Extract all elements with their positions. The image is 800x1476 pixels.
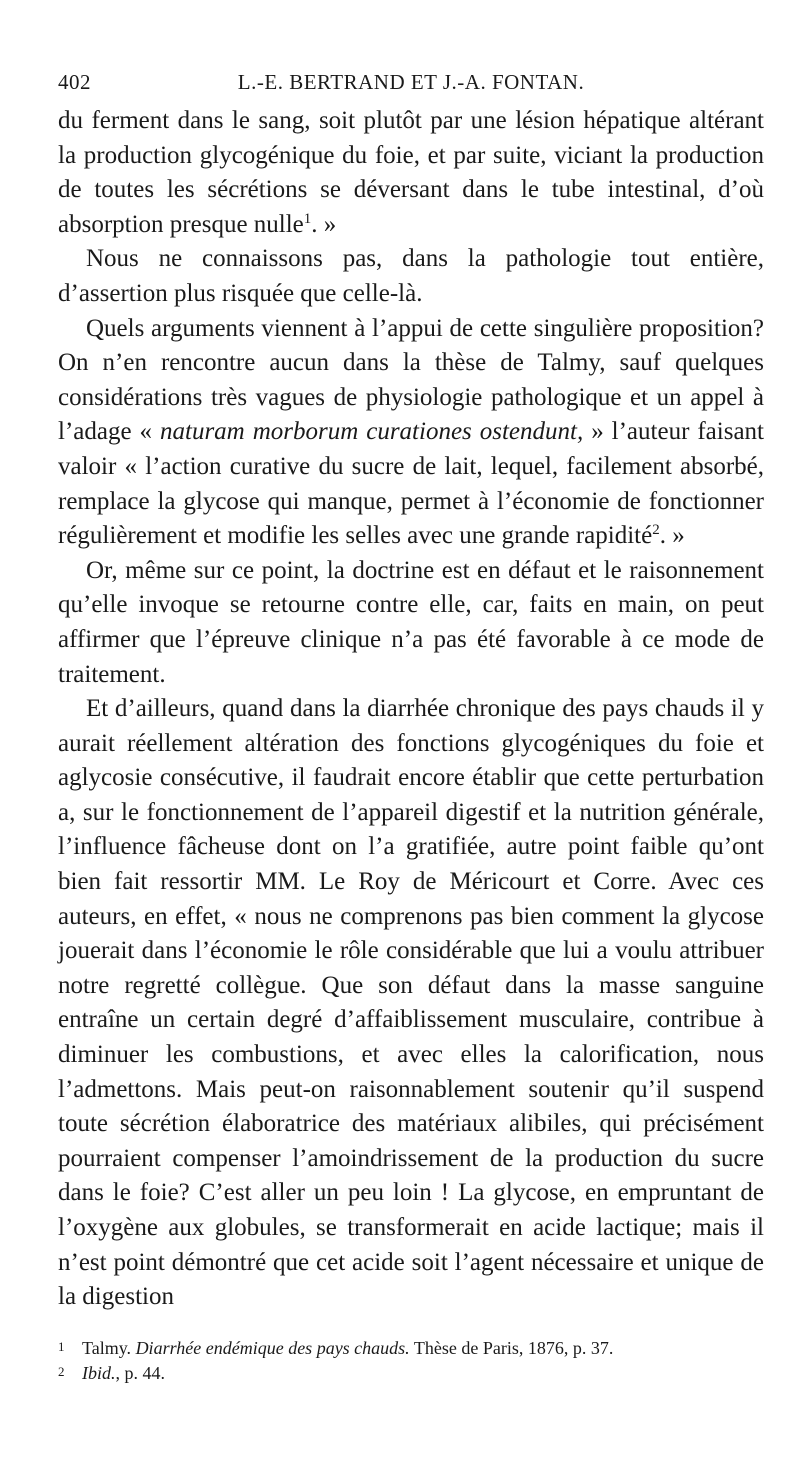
text-run: , p. 44. bbox=[115, 1363, 165, 1383]
paragraph bbox=[58, 312, 764, 554]
footnotes bbox=[58, 1336, 764, 1386]
text-run: » l’auteur faisant valoir « l’action curative du sucre de lait, lequel, facilement absorbé, remplace la glycose qui manque, permet à l’économie de fonctionner régulièrement et modifie les selles avec une grande rapidité bbox=[58, 418, 764, 550]
text-run: Or, même sur ce point, la doctrine est en défaut et le raisonnement qu’elle invoque se retourne contre elle, car, faits en main, on peut affirmer que l’épreuve clinique n’a pas été favorable à ce mode de traitement. bbox=[58, 556, 764, 688]
text-run: Thèse de Paris, 1876, p. 37. bbox=[409, 1338, 614, 1358]
paragraph bbox=[58, 692, 764, 1315]
page-number: 402 bbox=[58, 70, 91, 94]
text-run: Et d’ailleurs, quand dans la diarrhée chronique des pays chauds il y aurait réellement altération des fonctions glycogéniques du foie et aglycosie consécutive, il faudrait encore établir que cette perturbation a, sur le fonctionnement de l’appareil digestif et la nutrition générale, l’influence fâcheuse dont on l’a gratifiée, autre point faible qu’ont bien fait ressortir MM. Le Roy de Méricourt et Corre. Avec ces auteurs, en effet, « nous ne comprenons pas bien comment la glycose jouerait dans l’économie le rôle considérable que lui a voulu attribuer notre regretté collègue. Que son défaut dans la masse sanguine entraîne un certain degré d’affaiblissement musculaire, contribue à diminuer les combustions, et avec elles la calorification, nous l’admettons. Mais peut-on raisonnablement soutenir qu’il suspend toute sécrétion élaboratrice des matériaux alibiles, qui précisément pourraient compenser l’amoindrissement de la production du sucre dans le foie? C’est aller un peu loin ! La glycose, en empruntant de l’oxygène aux globules, se transformerait en acide lactique; mais il n’est point démontré que cet acide soit l’agent nécessaire et unique de la digestion bbox=[58, 695, 764, 1311]
running-title: L.-E. BERTRAND ET J.-A. FONTAN. bbox=[237, 70, 585, 94]
text-run: Talmy. bbox=[82, 1338, 136, 1358]
text-run: . » bbox=[659, 522, 685, 550]
running-head bbox=[58, 70, 764, 102]
italic-text: Ibid. bbox=[82, 1363, 116, 1383]
footnote-mark: 1 bbox=[58, 1339, 65, 1354]
footnote bbox=[58, 1361, 764, 1386]
footnote-mark: 2 bbox=[58, 1364, 65, 1379]
footnote-reference: 2 bbox=[652, 522, 660, 539]
body-text bbox=[58, 104, 764, 1315]
footnote-reference: 1 bbox=[303, 210, 312, 227]
book-page bbox=[58, 0, 764, 1476]
paragraph bbox=[58, 104, 764, 242]
text-run: . » bbox=[311, 210, 337, 238]
paragraph bbox=[58, 242, 764, 311]
footnote bbox=[58, 1336, 764, 1361]
text-run: Quels arguments viennent à l’appui de cette singulière proposition? On n’en rencontre aucun dans la thèse de Talmy, sauf quelques considérations très vagues de physiologie pathologique et un appel à l’adage « bbox=[58, 314, 764, 446]
italic-text: naturam morborum curationes ostendunt, bbox=[160, 418, 584, 446]
text-run: Nous ne connaissons pas, dans la pathologie tout entière, d’assertion plus risquée que celle-là. bbox=[58, 245, 764, 307]
italic-text: Diarrhée endémique des pays chauds. bbox=[135, 1338, 410, 1358]
text-run: du ferment dans le sang, soit plutôt par une lésion hépatique altérant la production glycogénique du foie, et par suite, viciant la production de toutes les sécrétions se déversant dans le tube intestinal, d’où absorption presque nulle bbox=[58, 107, 764, 238]
paragraph bbox=[58, 554, 764, 692]
